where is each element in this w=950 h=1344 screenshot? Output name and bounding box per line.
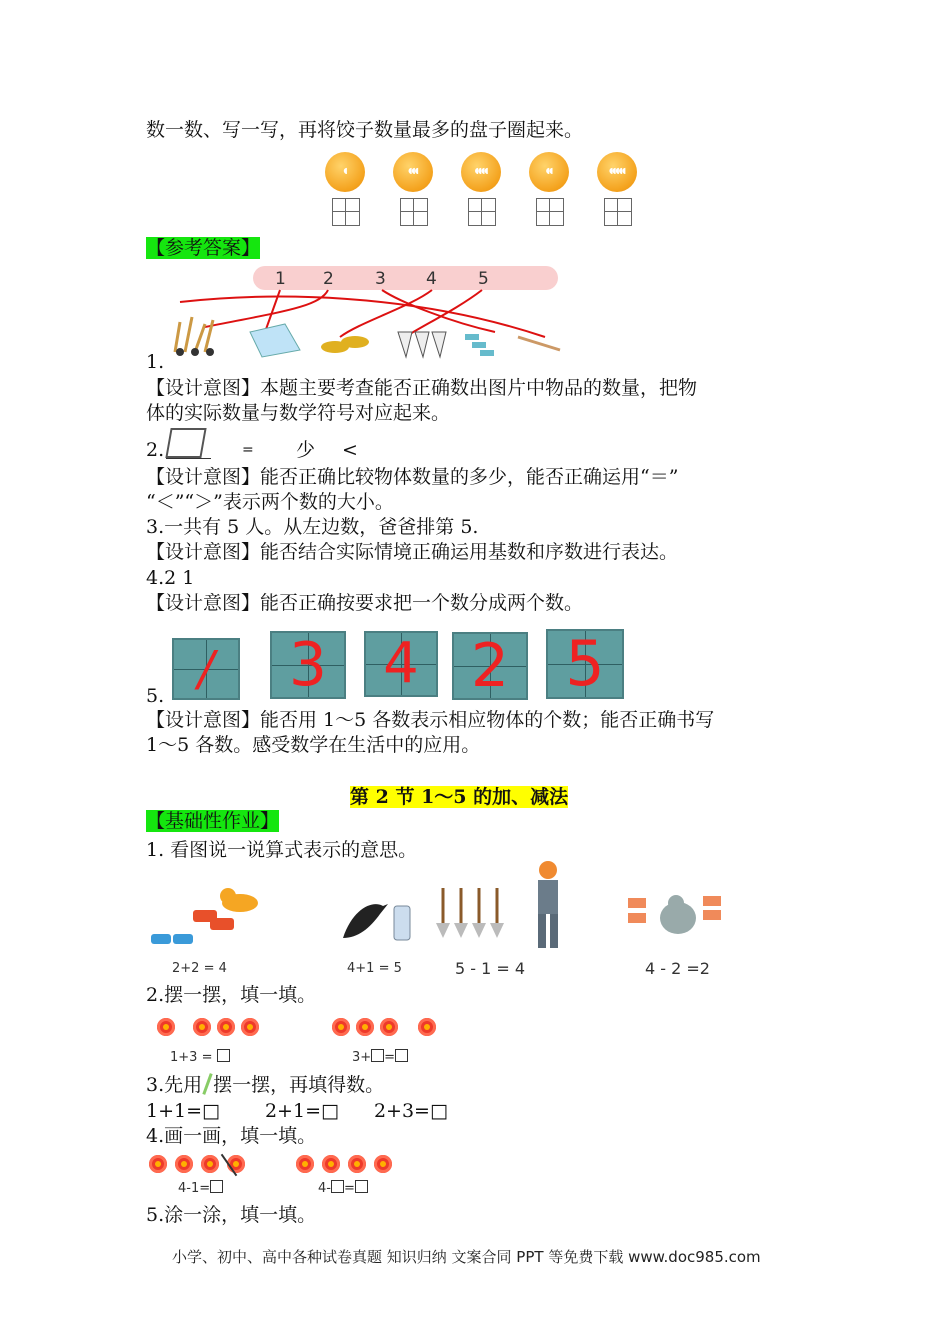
answer-3-intent: 【设计意图】能否结合实际情境正确运用基数和序数进行表达。 <box>146 541 679 563</box>
flower <box>418 1018 436 1036</box>
digit-grid-4 <box>452 632 528 700</box>
plate-1: ◖ <box>325 152 365 192</box>
candy-picture <box>465 334 494 356</box>
answer-square[interactable] <box>355 1180 368 1193</box>
match-number: 1 <box>275 269 286 289</box>
plate-3: ◖◖◖◖ <box>461 152 501 192</box>
flower <box>332 1018 350 1036</box>
q1-eq-3: 5 - 1 = 4 <box>455 959 526 978</box>
digit-grid-1 <box>172 638 240 700</box>
answer-box-1[interactable] <box>332 198 360 226</box>
answer-heading <box>146 236 260 260</box>
answer-2-lt: < <box>342 439 358 461</box>
basic-heading-label: 【基础性作业】 <box>146 810 280 832</box>
answer-heading-label: 【参考答案】 <box>146 237 261 259</box>
basic-q4: 4.画一画，填一填。 <box>146 1125 317 1147</box>
answer-1-intent-cont: 体的实际数量与数学符号对应起来。 <box>146 402 451 424</box>
q3-eq-1: 1+1=□ <box>146 1100 220 1122</box>
flower <box>356 1018 374 1036</box>
basic-q3 <box>146 1073 384 1097</box>
basic-q2: 2.摆一摆，填一填。 <box>146 984 317 1006</box>
answer-2-number: 2. <box>146 439 165 461</box>
blank-line <box>166 458 211 459</box>
answer-5-number: 5. <box>146 685 165 707</box>
answer-2-eq: = <box>242 442 254 458</box>
mouse-bricks-picture <box>628 895 721 934</box>
page-footer: 小学、初中、高中各种试卷真题 知识归纳 文案合同 PPT 等免费下载 www.doc985.com <box>172 1248 761 1266</box>
digit-grid-5 <box>546 629 624 699</box>
q2-eq-2-text: 3+ <box>352 1050 372 1065</box>
section-title-text: 第 2 节 1～5 的加、减法 <box>350 786 569 808</box>
basic-heading <box>146 809 279 833</box>
crow-bottle-picture <box>343 904 410 940</box>
shovels-worker-picture <box>436 861 558 948</box>
digit: 4 <box>383 631 419 696</box>
digit: 5 <box>565 627 605 700</box>
q2-eq-2-eq: = <box>384 1050 396 1065</box>
answer-2-less: 少 <box>296 439 316 461</box>
shuttlecock-picture <box>398 332 446 357</box>
match-number: 5 <box>478 269 489 289</box>
section-title <box>350 785 568 809</box>
answer-3: 3.一共有 5 人。从左边数，爸爸排第 5. <box>146 516 479 538</box>
match-number: 2 <box>323 269 334 289</box>
answer-4-intent: 【设计意图】能否正确按要求把一个数分成两个数。 <box>146 592 584 614</box>
question-intro: 数一数、写一写，再将饺子数量最多的盘子圈起来。 <box>146 119 584 141</box>
flower <box>296 1155 314 1173</box>
q2-eq-2 <box>352 1049 408 1065</box>
q3-eq-2: 2+1=□ <box>264 1100 339 1122</box>
q2-eq-1 <box>170 1049 230 1065</box>
flower <box>157 1018 175 1036</box>
answer-square[interactable] <box>217 1049 230 1062</box>
q1-pictures <box>148 858 728 958</box>
plate-4: ◖◖ <box>529 152 569 192</box>
grass-picture <box>175 317 214 356</box>
flower <box>322 1155 340 1173</box>
answer-4: 4.2 1 <box>146 567 195 589</box>
shoes-picture <box>321 336 369 353</box>
answer-2-intent-cont: “＜”“＞”表示两个数的大小。 <box>146 491 394 513</box>
digit: 3 <box>288 630 328 700</box>
answer-box-4[interactable] <box>536 198 564 226</box>
answer-box-5[interactable] <box>604 198 632 226</box>
q4-eq-1 <box>178 1180 223 1196</box>
flower <box>348 1155 366 1173</box>
number-strip <box>253 266 558 290</box>
answer-5-intent-cont: 1～5 各数。感受数学在生活中的应用。 <box>146 734 481 756</box>
matching-figure <box>150 262 580 362</box>
answer-box-2[interactable] <box>400 198 428 226</box>
basic-q5: 5.涂一涂，填一填。 <box>146 1204 317 1226</box>
flower <box>241 1018 259 1036</box>
flower <box>175 1155 193 1173</box>
flower <box>374 1155 392 1173</box>
q1-eq-4: 4 - 2 =2 <box>645 959 710 978</box>
stick-icon <box>202 1073 212 1095</box>
flower <box>201 1155 219 1173</box>
book-picture <box>250 324 300 357</box>
basic-q3-equations <box>146 1099 448 1123</box>
answer-square[interactable] <box>395 1049 408 1062</box>
flower <box>193 1018 211 1036</box>
answer-box-3[interactable] <box>468 198 496 226</box>
digit-grid-2 <box>270 631 346 699</box>
q3-eq-3: 2+3=□ <box>373 1100 448 1122</box>
answer-5-intent: 【设计意图】能否用 1～5 各数表示相应物体的个数；能否正确书写 <box>146 709 715 731</box>
match-number: 3 <box>375 269 386 289</box>
flower <box>217 1018 235 1036</box>
cat-cars-picture <box>151 888 258 944</box>
plate-2: ◖◖◖ <box>393 152 433 192</box>
match-number: 4 <box>426 269 437 289</box>
flower <box>149 1155 167 1173</box>
pencil-picture <box>518 337 560 350</box>
answer-square[interactable] <box>210 1180 223 1193</box>
block-icon <box>165 428 206 458</box>
answer-square[interactable] <box>371 1049 384 1062</box>
match-lines <box>180 290 545 337</box>
q1-eq-1: 2+2 = 4 <box>172 961 227 976</box>
answer-2-line <box>146 438 358 462</box>
digit: 2 <box>470 631 510 701</box>
answer-1-number: 1. <box>146 351 165 373</box>
answer-1-intent: 【设计意图】本题主要考查能否正确数出图片中物品的数量，把物 <box>146 377 698 399</box>
digit: / <box>197 641 215 697</box>
answer-square[interactable] <box>331 1180 344 1193</box>
q1-eq-2: 4+1 = 5 <box>347 961 402 976</box>
basic-q3-text-cont: 摆一摆，再填得数。 <box>213 1074 385 1096</box>
q2-eq-1-text: 1+3 = <box>170 1050 213 1065</box>
q4-eq-2-eq: = <box>343 1181 355 1196</box>
plate-5: ◖◖◖◖◖ <box>597 152 637 192</box>
basic-q1: 1. 看图说一说算式表示的意思。 <box>146 839 418 861</box>
digit-grid-3 <box>364 631 438 697</box>
q4-eq-1-text: 4-1= <box>178 1181 211 1196</box>
flower <box>380 1018 398 1036</box>
answer-2-intent: 【设计意图】能否正确比较物体数量的多少，能否正确运用“＝” <box>146 466 679 488</box>
q4-eq-2 <box>318 1180 368 1196</box>
basic-q3-text: 3.先用 <box>146 1074 203 1096</box>
q4-eq-2-text: 4- <box>318 1181 331 1196</box>
